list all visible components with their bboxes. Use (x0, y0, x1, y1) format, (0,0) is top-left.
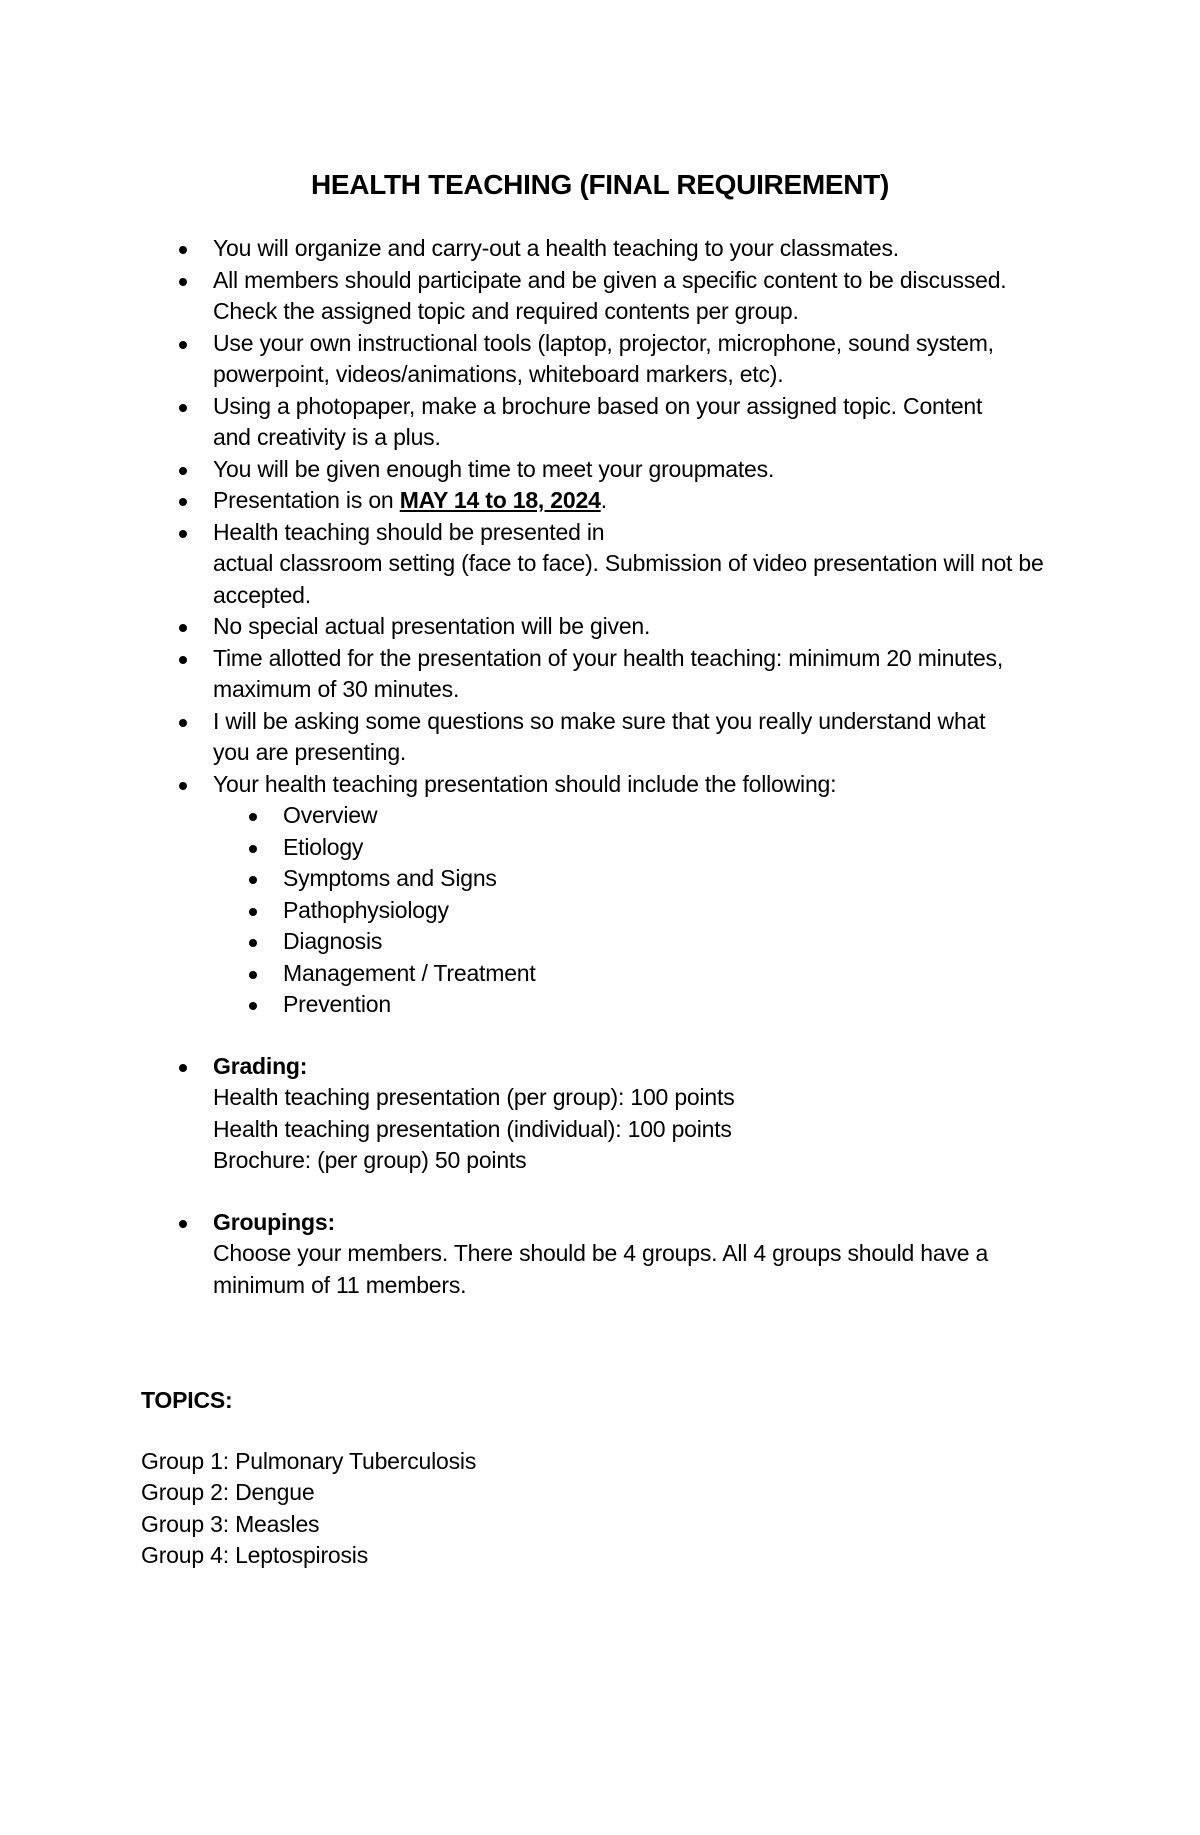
grading-item (172, 1051, 1072, 1177)
presentation-date: MAY 14 to 18, 2024 (399, 487, 601, 513)
list-item: No special actual presentation will be given. (172, 611, 1072, 643)
groupings-item (172, 1207, 1072, 1302)
sublist-item: Pathophysiology (242, 895, 1072, 927)
list-item: I will be asking some questions so make sure that you really understand what you are presenting. (172, 706, 1072, 769)
grading-heading: Grading: (213, 1052, 308, 1079)
bullet-icon (249, 813, 257, 821)
topic-line: Group 1: Pulmonary Tuberculosis (141, 1447, 477, 1474)
bullet-icon (249, 1002, 257, 1010)
bullet-icon (249, 939, 257, 947)
bullet-icon (179, 246, 187, 254)
bullet-icon (249, 971, 257, 979)
bullet-icon (179, 719, 187, 727)
bullet-icon (249, 845, 257, 853)
sublist-item: Overview (242, 800, 1072, 832)
sublist-item: Diagnosis (242, 926, 1072, 958)
bullet-icon (249, 908, 257, 916)
list-item: You will organize and carry-out a health teaching to your classmates. (172, 233, 1072, 265)
bullet-icon (179, 278, 187, 286)
groupings-text: Choose your members. There should be 4 groups. All 4 groups should have a minimum of 11 members. (213, 1240, 989, 1298)
list-item: You will be given enough time to meet your groupmates. (172, 454, 1072, 486)
sublist-item: Etiology (242, 832, 1072, 864)
topic-line: Group 2: Dengue (141, 1479, 315, 1505)
bullet-icon (179, 530, 187, 538)
requirements-list (172, 233, 1072, 1301)
list-item: Health teaching should be presented in actual classroom setting (face to face). Submission of video presentation will not be accepted. (172, 517, 1072, 612)
bullet-icon (179, 1220, 187, 1228)
bullet-icon (179, 467, 187, 475)
grading-line: Brochure: (per group) 50 points (213, 1147, 527, 1173)
topics-heading: TOPICS: (141, 1387, 233, 1413)
bullet-icon (179, 341, 187, 349)
sublist-item: Prevention (242, 989, 1072, 1021)
presentation-date-item: Presentation is on MAY 14 to 18, 2024. (172, 485, 1072, 517)
bullet-icon (179, 624, 187, 632)
list-item: Use your own instructional tools (laptop, projector, microphone, sound system, powerpoint, videos/animations, whiteboard markers, etc). (172, 328, 1072, 391)
bullet-icon (179, 404, 187, 412)
topics-section (141, 1385, 476, 1572)
document-title: HEALTH TEACHING (FINAL REQUIREMENT) (311, 169, 889, 200)
groupings-heading: Groupings: (213, 1208, 335, 1235)
sublist-item: Symptoms and Signs (242, 863, 1072, 895)
bullet-icon (179, 1064, 187, 1072)
topic-line: Group 3: Measles (141, 1510, 320, 1537)
bullet-icon (179, 498, 187, 506)
topic-line: Group 4: Leptospirosis (141, 1542, 369, 1568)
list-item: Using a photopaper, make a brochure based on your assigned topic. Content and creativity is a plus. (172, 391, 1072, 454)
bullet-icon (179, 782, 187, 790)
list-item: Your health teaching presentation should include the following: (172, 769, 1072, 801)
grading-line: Health teaching presentation (individual): 100 points (213, 1115, 732, 1142)
sublist-item: Management / Treatment (242, 958, 1072, 990)
grading-line: Health teaching presentation (per group): 100 points (213, 1084, 735, 1110)
list-item: All members should participate and be given a specific content to be discussed. Check the assigned topic and required contents per group. (172, 265, 1072, 328)
bullet-icon (179, 656, 187, 664)
list-item: Time allotted for the presentation of your health teaching: minimum 20 minutes, maximum of 30 minutes. (172, 643, 1072, 706)
bullet-icon (249, 876, 257, 884)
contents-sublist (172, 800, 1072, 1021)
